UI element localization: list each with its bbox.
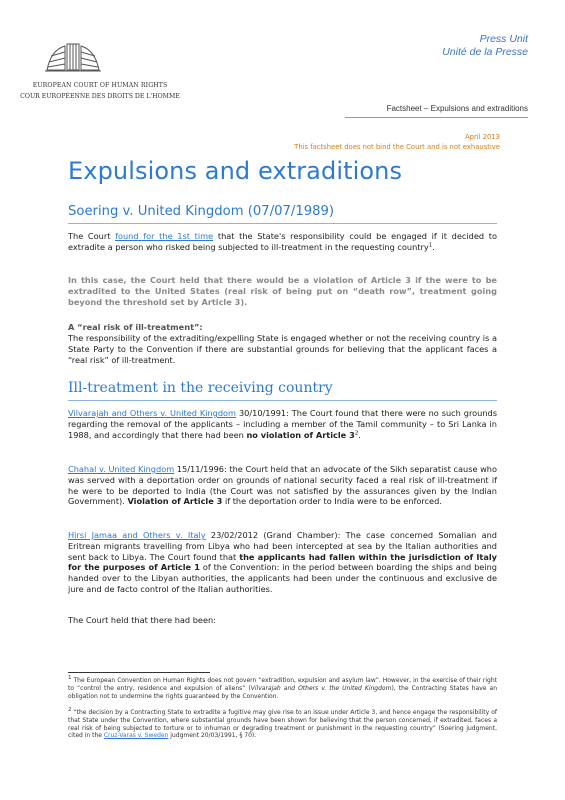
text-span: that the State's responsibility could be engaged if it decided to extradite a person who risked being subjected to ill-treatment in the requesting country: [68, 231, 497, 252]
date-block: [294, 132, 500, 152]
text-span: “the decision by a Contracting State to extradite a fugitive may give rise to an issue under Article 3, and hence engage the responsibility of that State under the Convention, where substantial grounds have been shown for believing that the person concerned, if extradited, faces a real risk of being subjected to torture or to inhuman or degrading treatment or punishment in the requesting country” (Soering judgment, cited in the: [68, 709, 497, 740]
court-name-fr: COUR EUROPÉENNE DES DROITS DE L'HOMME: [20, 93, 180, 100]
bold-span: the applicants had fallen within the jurisdiction of Italy for the purposes of Article 1: [68, 551, 498, 573]
soering-holding: In this case, the Court held that there would be a violation of Article 3 if the were to be extradited to the United States (real risk of being put on “death row”, treatment going beyond the threshold set by Article 3).: [68, 275, 497, 307]
vilvarajah-link[interactable]: Vilvarajah and Others v. United Kingdom: [68, 408, 237, 418]
footnote-2: [68, 709, 497, 740]
press-unit-fr: Unité de la Presse: [442, 46, 528, 58]
section-heading-soering: Soering v. United Kingdom (07/07/1989): [68, 204, 335, 219]
footnote-ref[interactable]: 2: [354, 429, 359, 436]
text-span: 15/11/1996: the Court held that an advocate of the Sikh separatist cause who was served with a deportation order on grounds of national security faced a real risk of ill-treatment if he were to be deported to India (the Court was not satisfied by the assurances given by the Indian Government).: [68, 464, 498, 507]
publication-date: April 2013: [465, 133, 500, 141]
footnote-divider: [68, 672, 210, 673]
page-title: Expulsions and extraditions: [68, 157, 403, 185]
section-divider: [68, 400, 497, 401]
press-unit: [442, 33, 528, 59]
text-span: if the deportation order to India were to be enforced.: [222, 496, 442, 507]
text-span: of the Convention: in the period between boarding the ships and being handed over to the Libyan authorities, the applicants had been under the continuous and exclusive de jure and de facto control of the Italian authorities.: [68, 562, 497, 594]
chahal-link[interactable]: Chahal v. United Kingdom: [68, 464, 175, 474]
text-span: The European Convention on Human Rights does not govern “extradition, expulsion and asylum law”. However, in the exercise of their right to “control the entry, residence and expulsion of aliens” (: [68, 677, 497, 692]
footnote-number: 2: [68, 707, 72, 713]
court-name-en: EUROPEAN COURT OF HUMAN RIGHTS: [32, 82, 168, 89]
header-divider: [345, 117, 528, 118]
case-hirsi-jamaa: [68, 530, 497, 595]
italic-span: Vilvarajah and Others v. the United Kingdom: [250, 684, 392, 692]
text-span: The Court: [68, 231, 116, 241]
footnote-ref[interactable]: 1: [428, 242, 433, 249]
bold-span: Violation of Article 3: [127, 496, 223, 507]
footnote-1: [68, 677, 497, 700]
real-risk-heading: A “real risk of ill-treatment”:: [68, 322, 203, 332]
text-span: ), the Contracting States have an obligation not to undermine the rights guaranteed by the Convention.: [68, 684, 497, 700]
cruz-varas-link[interactable]: Cruz-Varas v. Sweden: [103, 732, 169, 740]
section-heading-ill-treatment: Ill-treatment in the receiving country: [68, 380, 333, 396]
press-unit-en: Press Unit: [479, 33, 528, 45]
case-vilvarajah: Vilvarajah and Others v. United Kingdom 30/10/1991: The Court found that there were no such grounds regarding the removal of the applicants – including a member of the Tamil community – to Sri Lanka in 1988, and accordingly that there had been no violation of Article $3^2$.: [68, 408, 497, 440]
court-held-text: The Court held that there had been:: [68, 615, 216, 625]
disclaimer: This factsheet does not bind the Court and is not exhaustive: [294, 143, 500, 151]
footnote-number: 1: [68, 675, 72, 681]
court-building-icon: [43, 40, 103, 76]
text-span: 23/02/2012 (Grand Chamber): The case concerned Somalian and Eritrean migrants travelling from Libya who had been intercepted at sea by the Italian authorities and sent back to Libya. The Court found that: [68, 530, 497, 562]
hirsi-jamaa-link[interactable]: Hirsi Jamaa and Others v. Italy: [68, 530, 206, 540]
case-chahal: [68, 464, 497, 507]
factsheet-header-title: Factsheet – Expulsions and extraditions: [386, 104, 528, 113]
real-risk-text: The responsibility of the extraditing/expelling State is engaged whether or not the receiving country is a State Party to the Convention if there are substantial grounds for believing that the applicant faces a “real risk” of ill-treatment.: [68, 333, 497, 365]
text-span: 30/10/1991: The Court found that there were no such grounds regarding the removal of the applicants – including a member of the Tamil community – to Sri Lanka in 1988, and accordingly that there had been: [68, 408, 497, 440]
soering-link[interactable]: found for the 1st time: [115, 231, 214, 241]
soering-paragraph: The Court found for the 1st time that the State's responsibility could be engaged if it decided to extradite a person who risked being subjected to ill-treatment in the requesting country$^1$.: [68, 231, 497, 252]
text-span: judgment 20/03/1991, § 70).: [168, 732, 257, 740]
section-divider: [68, 223, 497, 224]
bold-span: no violation of Article 3: [246, 429, 355, 440]
